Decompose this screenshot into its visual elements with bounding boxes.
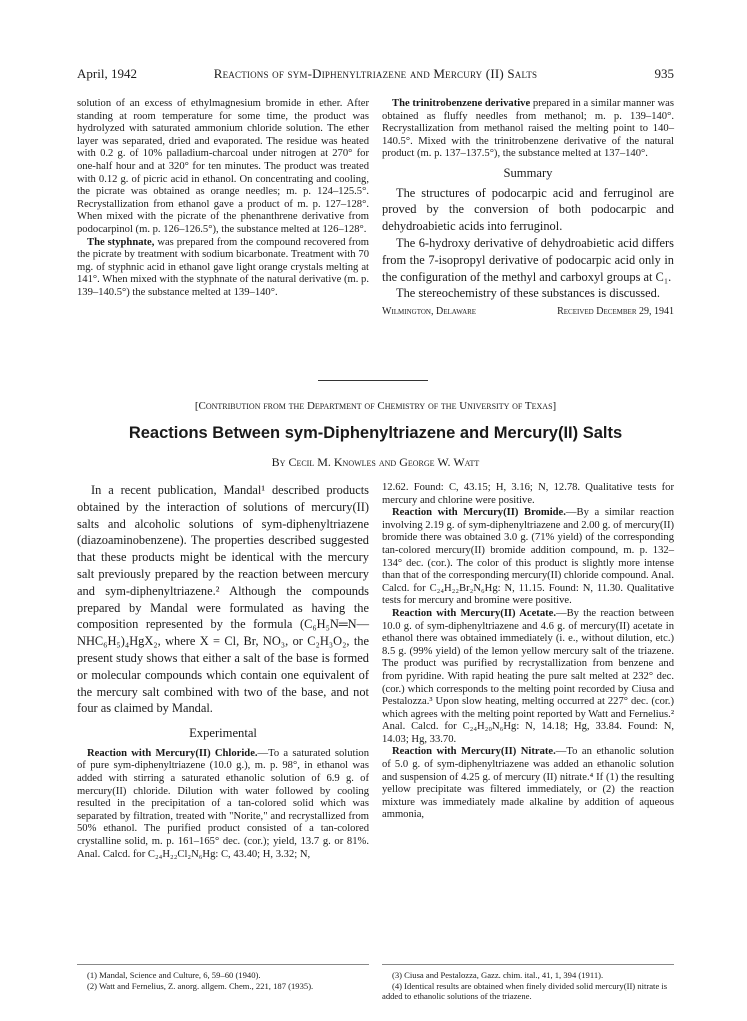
section-separator — [318, 380, 428, 381]
paragraph-picrate: solution of an excess of ethylmagnesium bromide in ether. After standing at room temperature for some time, the product was hydrolyzed with saturated ammonium chloride solution. The ether layer was separated, dried and evaporated. The residue was heated with 0.2 g. of 10% palladium-charcoal under nitrogen at 270° for one-half hour and at 320° for ten minutes. The product was treated with 0.12 g. of picric acid in ethanol. On concentrating and cooling, the picrate was obtained as orange needles; m. p. 124–125.5°. Recrystallization from ethanol gave a product of m. p. 127–128°. When mixed with the picrate of the phenanthrene derivative from podocarpinol (m. p. 126–126.5°), the substance melted at 126–128°. — [77, 98, 369, 235]
page-number: 935 — [654, 66, 674, 81]
received-line — [382, 306, 674, 319]
paragraph-bromide — [382, 507, 674, 608]
contribution-line: [Contribution from the Department of Chemistry of the University of Texas] — [194, 400, 557, 412]
introduction — [77, 482, 369, 717]
experimental-heading: Experimental — [189, 726, 257, 741]
authors: By Cecil M. Knowles and George W. Watt — [271, 455, 480, 469]
bromide-lead: Reaction with Mercury(II) Bromide. — [392, 507, 566, 519]
paragraph-nitrate — [382, 746, 674, 822]
trinitrobenzene-text: prepared in a similar manner was obtained as fluffy needles from methanol; m. p. 139–140°. Recrystallization from methanol raised the melting point to 140–140.5°. Mixed with the trinitrobenzene derivative of the natural product (m. p. 137–137.5°), the substance melted at 137–140°. — [382, 98, 674, 160]
location: Wilmington, Delaware — [382, 306, 477, 318]
styphnate-text: was prepared from the compound recovered from the picrate by treatment with sodium bicarbonate. Treatment with 70 mg. of styphnic acid in ethanol gave light orange crystals melting at 141°. When mixed with the styphnate of the natural derivative (m. p. 139–140.5°) the substance melted at 139–140°. — [77, 236, 370, 298]
footnotes-left — [77, 970, 369, 991]
running-header — [77, 66, 674, 82]
received-date: Received December 29, 1941 — [557, 306, 674, 318]
top-left-column — [77, 98, 369, 300]
body-left-column — [77, 482, 369, 861]
summary-paragraph-1: The structures of podocarpic acid and ferruginol are proved by the conversion of both podocarpic and dehydroabietic acids into ferruginol. — [382, 185, 674, 234]
summary-body — [382, 185, 674, 303]
header-date: April, 1942 — [77, 66, 137, 81]
footnote-2: (2) Watt and Fernelius, Z. anorg. allgem. Chem., 221, 187 (1935). — [87, 980, 314, 991]
intro-paragraph: In a recent publication, Mandal¹ described products obtained by the interaction of solutions of mercury(II) salts and alcoholic solutions of sym-diphenyltriazene (diazoaminobenzene). The properties described suggested that these products might be identical with the mercury salt previously prepared by the reaction between mercury and sym-diphenyltriazene.² Although the compounds prepared by Mandal were formulated as having the composition represented by the formula (C₆H₅N═N—NHC₆H₅)₄HgX₂, where X = Cl, Br, NO₃, or C₂H₃O₂, the present study shows that either a salt of the base is formed or molecular compounds which contain one equivalent of the mercury salt combined with two of the base, and not four as claimed by Mandal. — [77, 483, 369, 716]
top-right-column — [382, 98, 674, 319]
styphnate-lead: The styphnate, — [87, 236, 155, 248]
chloride-text: —To a saturated solution of pure sym-diphenyltriazene (10.0 g.), m. p. 98°, in ethanol was added with stirring a saturated ethanolic solution of 6.9 g. of mercury(II) chloride. Dilution with water followed by cooling resulted in the precipitation of a tan-colored solid which was separated by filtration, treated with "Norite," and recrystallized from 50% ethanol. The purified product consisted of a tan-colored crystalline solid, m. p. 161–165° dec. (cor.); yield, 13.7 g. or 81%. Anal. Calcd. for C₂₄H₂₂Cl₂N₆Hg: C, 43.40; H, 3.32; N, — [77, 747, 369, 860]
footnote-3: (3) Ciusa and Pestalozza, Gazz. chim. ital., 41, 1, 394 (1911). — [392, 970, 604, 980]
chloride-lead: Reaction with Mercury(II) Chloride. — [87, 747, 258, 759]
footnote-1: (1) Mandal, Science and Culture, 6, 59–60 (1940). — [87, 970, 261, 980]
bromide-text: —By a similar reaction involving 2.19 g. of sym-diphenyltriazene and 2.00 g. of mercury(II) bromide there was obtained 3.0 g. (71% yield) of the corresponding tan-colored mercury(II) bromide addition compound, m. p. 132–134° dec. (cor.). The color of this product is slightly more intense than that of the corresponding mercury(II) chloride compound. Anal. Calcd. for C₂₄H₂₂Br₂N₆Hg: N, 11.15. Found: N, 11.30. Qualitative tests for mercury and bromine were positive. — [382, 507, 674, 607]
paragraph-trinitrobenzene — [382, 98, 674, 161]
nitrate-lead: Reaction with Mercury(II) Nitrate. — [392, 746, 556, 758]
footnote-rule-right — [382, 964, 674, 965]
footnote-rule-left — [77, 964, 369, 965]
paragraph-styphnate — [77, 237, 369, 300]
nitrate-text: —To an ethanolic solution of 5.0 g. of sym-diphenyltriazene was added an ethanolic solution and suspension of 4.25 g. of mercury (II) nitrate.⁴ If (1) the resulting yellow precipitate was filtered immediately, or (2) the reaction mixture was immediately made alkaline by addition of aqueous ammonia, — [382, 746, 674, 821]
acetate-text: —By the reaction between 10.0 g. of sym-diphenyltriazene and 4.6 g. of mercury(II) acetate in ethanol there was obtained immediately (i. e., without dilution, etc.) 8.5 g. (99% yield) of the lemon yellow mercury salt of the triazene. The product was purified by recrystallization from benzene and from pyridine. With rapid heating the pure salt melted at 232° dec. (cor.) which corresponds to the melting point recorded by Ciusa and Pestalozza.³ Upon slow heating, melting occurred at 227° dec. (cor.) which agrees with the melting point reported by Watt and Fernelius.² Anal. Calcd. for C₂₄H₂₀N₆Hg: N, 14.18; Hg, 33.84. Found: N, 14.03; Hg, 33.70. — [382, 607, 674, 745]
acetate-lead: Reaction with Mercury(II) Acetate. — [392, 607, 556, 619]
paragraph-continuation: 12.62. Found: C, 43.15; H, 3.16; N, 12.78. Qualitative tests for mercury and chlorine were positive. — [382, 482, 674, 506]
summary-paragraph-2: The 6-hydroxy derivative of dehydroabietic acid differs from the 7-isopropyl derivative of podocarpic acid only in the configuration of the methyl and carboxyl groups at C₁. — [382, 235, 674, 284]
paragraph-acetate — [382, 608, 674, 747]
article-title: Reactions Between sym-Diphenyltriazene and Mercury(II) Salts — [128, 424, 623, 442]
paragraph-chloride — [77, 748, 369, 861]
summary-heading: Summary — [503, 165, 553, 180]
footnotes-right — [382, 970, 674, 1002]
body-right-column — [382, 482, 674, 822]
summary-paragraph-3: The stereochemistry of these substances is discussed. — [396, 286, 660, 301]
trinitrobenzene-lead: The trinitrobenzene derivative — [392, 98, 531, 109]
header-title: Reactions of sym-Diphenyltriazene and Mercury (II) Salts — [213, 66, 538, 81]
footnote-4: (4) Identical results are obtained when finely divided solid mercury(II) nitrate is added to ethanolic solutions of the triazene. — [382, 980, 668, 1002]
